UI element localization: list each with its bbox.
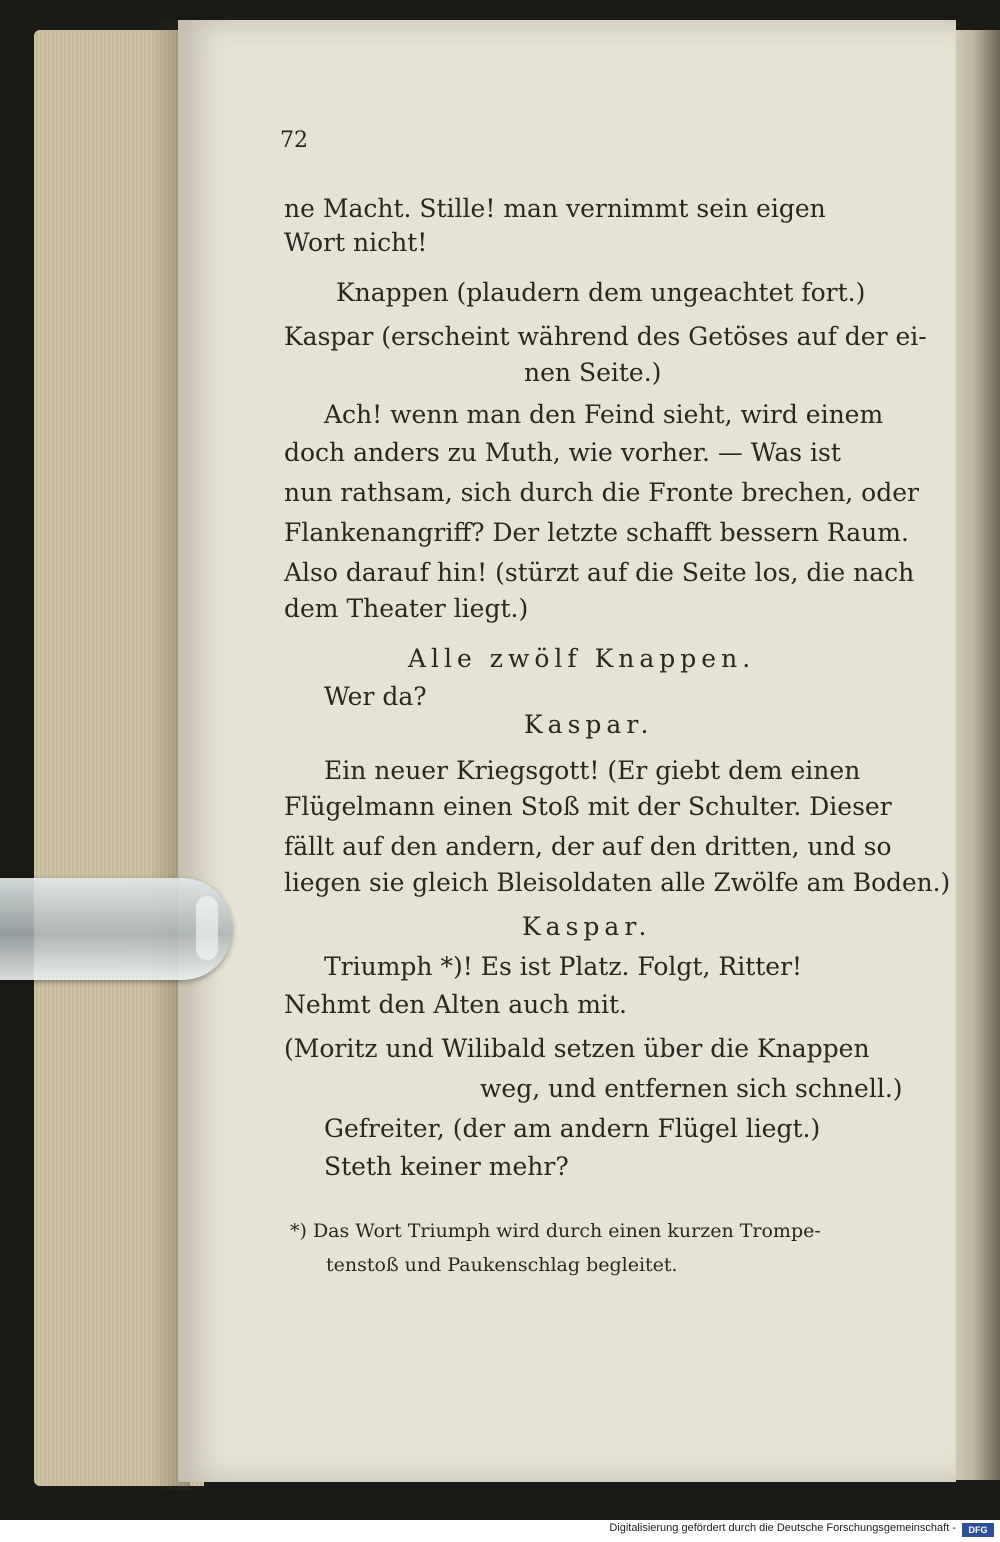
text-line: Nehmt den Alten auch mit. xyxy=(284,990,628,1019)
speaker-line: Gefreiter, (der am andern Flügel liegt.) xyxy=(324,1114,821,1143)
text-line: Ein neuer Kriegsgott! (Er giebt dem einen xyxy=(324,756,861,785)
text-line: fällt auf den andern, der auf den dritten, und so xyxy=(284,832,892,861)
text-line: Wort nicht! xyxy=(284,228,428,257)
stage-direction: weg, und entfernen sich schnell.) xyxy=(480,1074,903,1103)
speaker-heading: Alle zwölf Knappen. xyxy=(408,644,756,673)
footnote-line: *) Das Wort Triumph wird durch einen kurzen Trompe- xyxy=(290,1220,821,1242)
digitization-credit: Digitalisierung gefördert durch die Deutsche Forschungsgemeinschaft - xyxy=(609,1522,956,1534)
speaker-line: Knappen (plaudern dem ungeachtet fort.) xyxy=(336,278,866,307)
page-number: 72 xyxy=(280,128,308,153)
footnote-line: tenstoß und Paukenschlag begleitet. xyxy=(326,1254,678,1276)
text-line: Flankenangriff? Der letzte schafft bessern Raum. xyxy=(284,518,909,547)
dfg-logo: DFG xyxy=(962,1523,994,1537)
text-line: Steth keiner mehr? xyxy=(324,1152,569,1181)
text-line: Triumph *)! Es ist Platz. Folgt, Ritter! xyxy=(324,952,803,981)
text-line: ne Macht. Stille! man vernimmt sein eigen xyxy=(284,194,826,223)
text-line: Flügelmann einen Stoß mit der Schulter. Dieser xyxy=(284,792,892,821)
text-line: nen Seite.) xyxy=(524,358,662,387)
glass-page-clip xyxy=(0,878,232,980)
speaker-heading: Kaspar. xyxy=(524,710,654,739)
text-line: liegen sie gleich Bleisoldaten alle Zwölfe am Boden.) xyxy=(284,868,951,897)
text-line: doch anders zu Muth, wie vorher. — Was ist xyxy=(284,438,841,467)
stage-direction: (Moritz und Wilibald setzen über die Knappen xyxy=(284,1034,870,1063)
text-line: nun rathsam, sich durch die Fronte brechen, oder xyxy=(284,478,919,507)
text-line: Also darauf hin! (stürzt auf die Seite los, die nach xyxy=(284,558,915,587)
facing-page-edge xyxy=(956,30,1000,1480)
text-line: Ach! wenn man den Feind sieht, wird einem xyxy=(324,400,884,429)
speaker-line: Kaspar (erscheint während des Getöses auf der ei- xyxy=(284,322,927,351)
text-line: Wer da? xyxy=(324,682,427,711)
text-line: dem Theater liegt.) xyxy=(284,594,529,623)
speaker-heading: Kaspar. xyxy=(522,912,652,941)
